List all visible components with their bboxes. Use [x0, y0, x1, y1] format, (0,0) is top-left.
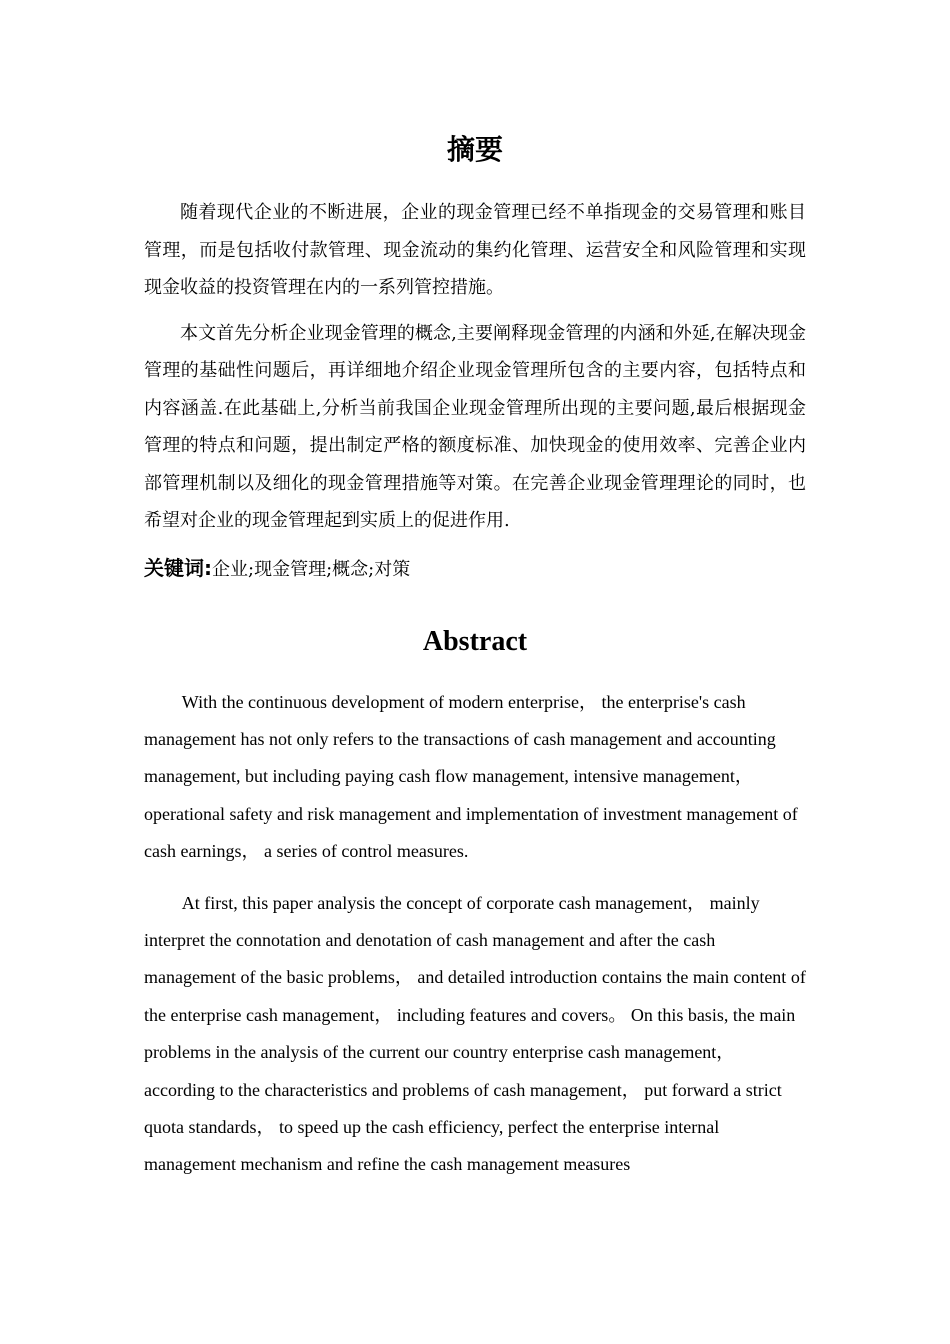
- keywords-value: 企业;现金管理;概念;对策: [212, 558, 411, 580]
- english-abstract-title: Abstract: [422, 625, 528, 657]
- chinese-abstract-paragraph: 随着现代企业的不断进展，企业的现金管理已经不单指现金的交易管理和账目管理，而是包括收付款管理、现金流动的集约化管理、运营安全和风险管理和实现现金收益的投资管理在内的一系列管控措施。: [144, 202, 806, 298]
- page-content: [144, 128, 806, 1198]
- chinese-abstract-paragraph: 本文首先分析企业现金管理的概念,主要阐释现金管理的内涵和外延,在解决现金管理的基础性问题后，再详细地介绍企业现金管理所包含的主要内容，包括特点和内容涵盖.在此基础上,分析当前我国企业现金管理所出现的主要问题,最后根据现金管理的特点和问题，提出制定严格的额度标准、加快现金的使用效率、完善企业内部管理机制以及细化的现金管理措施等对策。在完善企业现金管理理论的同时，也希望对企业的现金管理起到实质上的促进作用.: [144, 322, 806, 531]
- keywords-label: 关键词:: [144, 555, 212, 580]
- chinese-abstract-title: 摘要: [446, 133, 503, 166]
- english-abstract-paragraph: With the continuous development of modern enterprise， the enterprise's cash management has not only refers to the transactions of cash management and accounting management, but including paying cash flow management, intensive management， operational safety and risk management and implementation of investment management of cash earnings， a series of control measures.: [144, 691, 798, 862]
- keywords-line: [144, 548, 806, 590]
- english-abstract-paragraph: At first, this paper analysis the concept of corporate cash management， mainly interpret the connotation and denotation of cash management and after the cash management of the basic problems， and detailed introduction contains the main content of the enterprise cash management， including features and covers。 On this basis, the main problems in the analysis of the current our country enterprise cash management， according to the characteristics and problems of cash management， put forward a strict quota standards， to speed up the cash efficiency, perfect the enterprise internal management mechanism and refine the cash management measures: [144, 892, 806, 1175]
